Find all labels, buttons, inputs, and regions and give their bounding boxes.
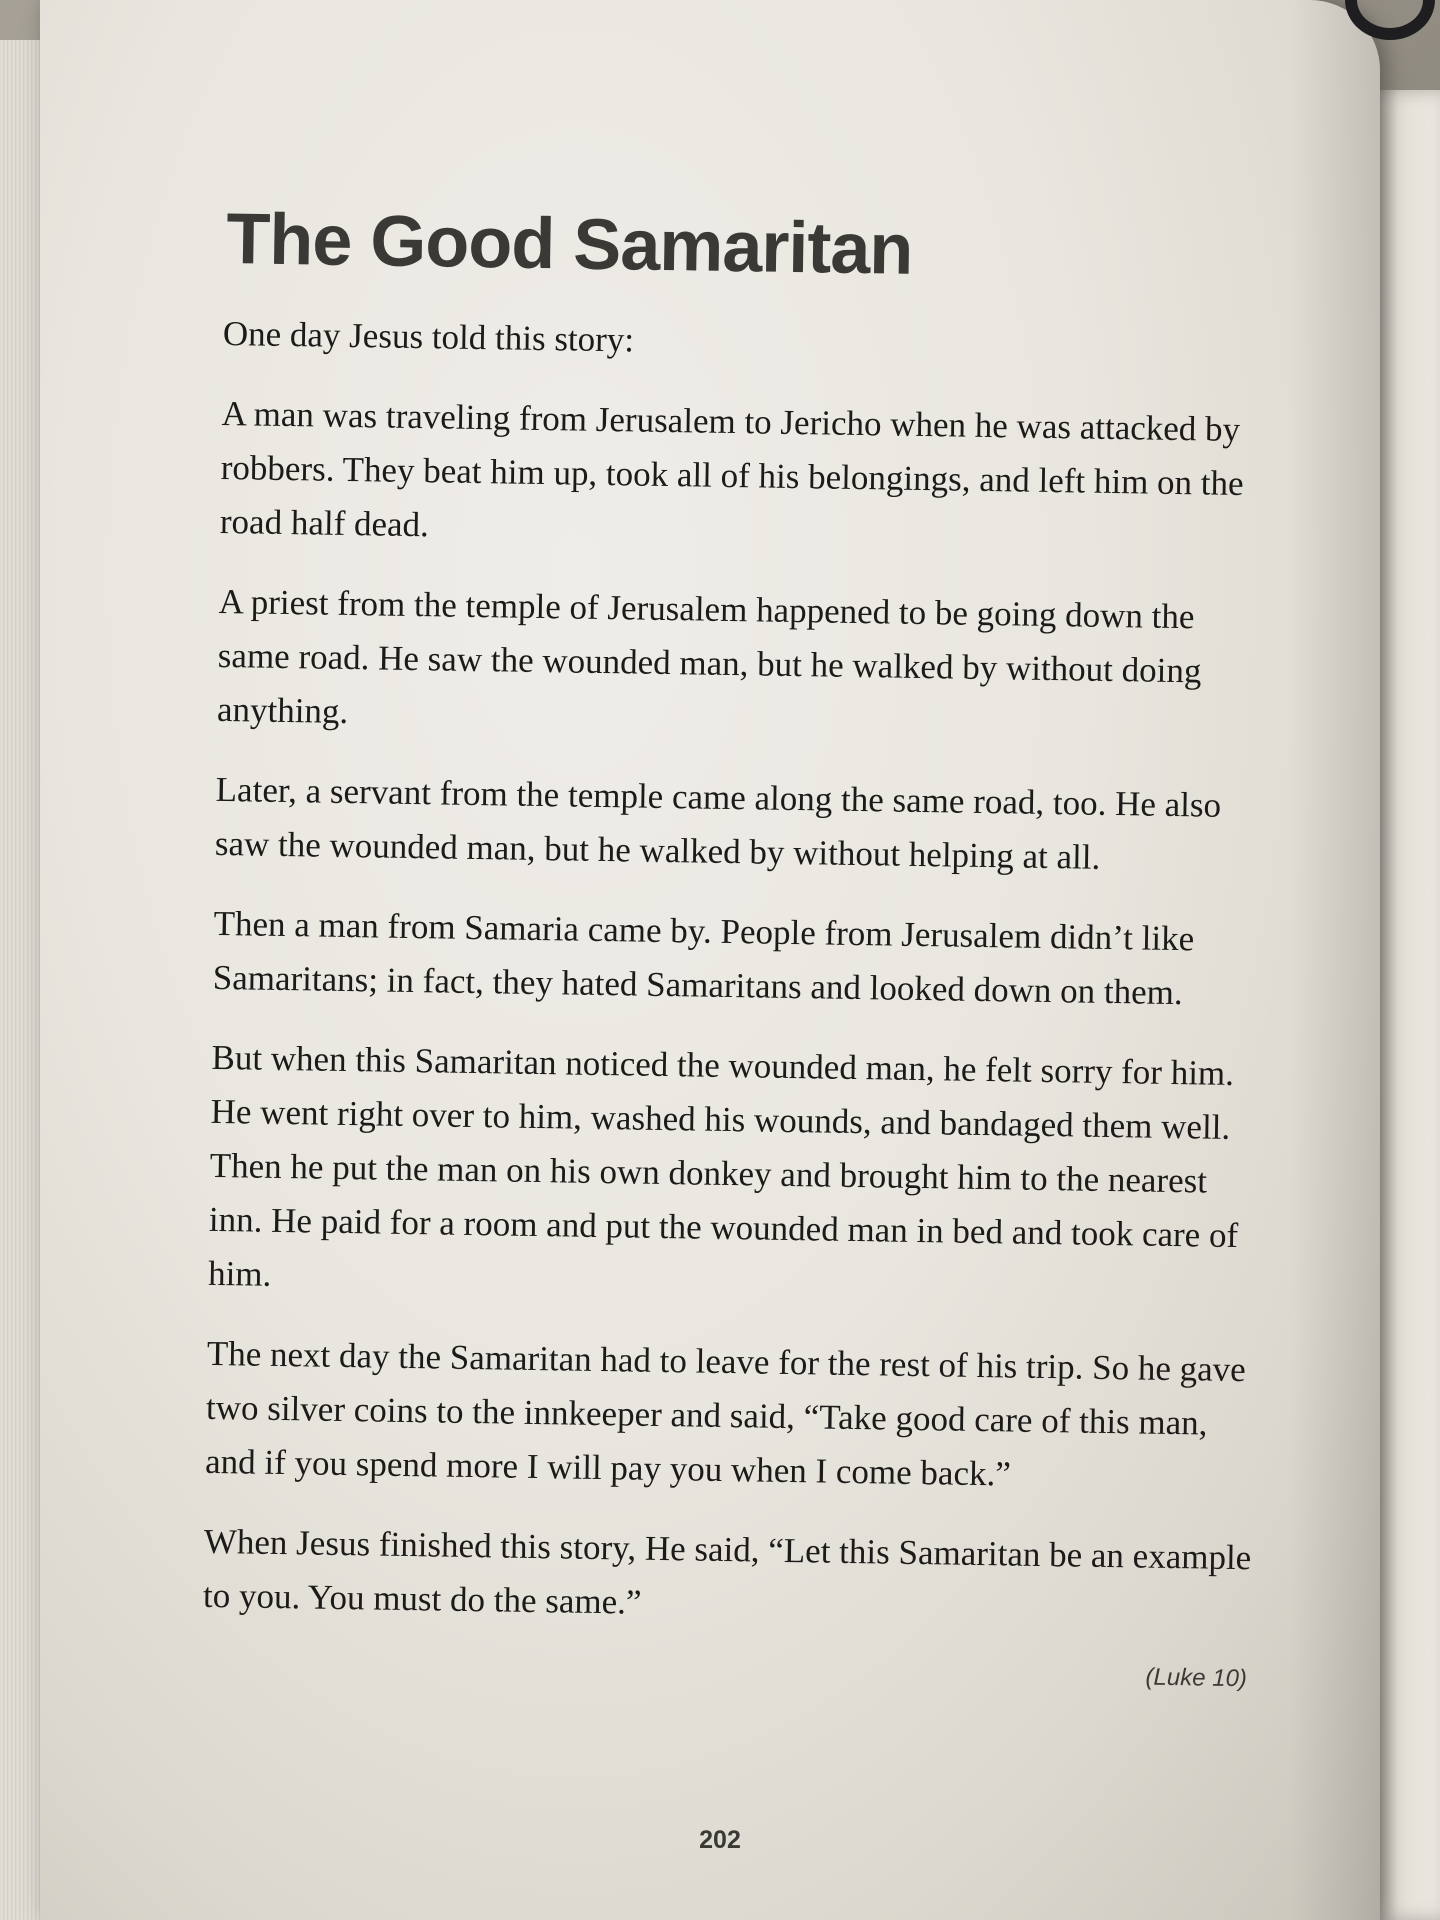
paragraph-6: The next day the Samaritan had to leave for the rest of his trip. So he gave two silver coins to the innkeeper and said, “Take good care of this man, and if you spend more I will pay you when I come back.” <box>204 1334 1247 1494</box>
page-number: 202 <box>699 1826 741 1854</box>
scripture-citation: (Luke 10) <box>1145 1663 1248 1693</box>
facing-page-edge <box>1370 90 1440 1920</box>
paragraph-2: A priest from the temple of Jerusalem happened to be going down the same road. He saw the wounded man, but he walked by without doing anything. <box>216 582 1202 732</box>
paragraph-4: Then a man from Samaria came by. People from Jerusalem didn’t like Samaritans; in fact, they hated Samaritans and looked down on them. <box>212 904 1195 1013</box>
intro-line: One day Jesus told this story: <box>222 314 635 360</box>
paragraph-3: Later, a servant from the temple came along the same road, too. He also saw the wounded man, but he walked by without helping at all. <box>214 770 1222 878</box>
paragraph-7: When Jesus finished this story, He said, “Let this Samaritan be an example to you. You must do the same.” <box>202 1522 1252 1622</box>
book-page <box>40 0 1380 1920</box>
page-content <box>202 200 1280 1694</box>
paragraph-5: But when this Samaritan noticed the wounded man, he felt sorry for him. He went right over to him, washed his wounds, and bandaged them well. Then he put the man on his own donkey and brought him to the nearest inn. He paid for a room and put the wounded man in bed and took care of him. <box>207 1038 1239 1295</box>
page-title: The Good Samaritan <box>225 199 914 290</box>
paragraph-1: A man was traveling from Jerusalem to Jericho when he was attacked by robbers. They beat him up, took all of his belongings, and left him on the road half dead. <box>219 394 1244 545</box>
